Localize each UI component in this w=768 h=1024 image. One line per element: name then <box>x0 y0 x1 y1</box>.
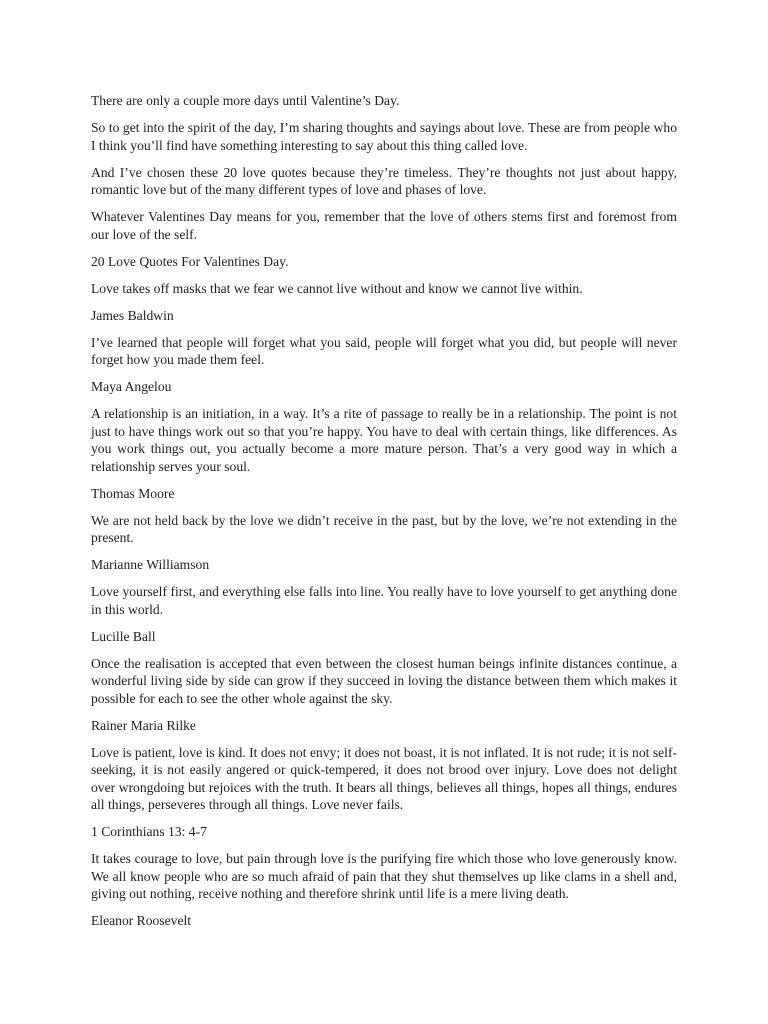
quote-text: It takes courage to love, but pain through love is the purifying fire which those who love generously know. We all know people who are so much afraid of pain that they shut themselves up like clams in a shell and, giving out nothing, receive nothing and therefore shrink until life is a mere living death. <box>91 851 677 901</box>
quote-text: A relationship is an initiation, in a way. It’s a rite of passage to really be in a relationship. The point is not just to have things work out so that you’re happy. You have to deal with certain things, like differences. As you work things out, you actually become a more mature person. That’s a very good way in which a relationship serves your soul. <box>91 406 677 474</box>
quote-author: Eleanor Roosevelt <box>91 913 192 928</box>
intro-paragraph: There are only a couple more days until Valentine’s Day. <box>91 93 400 108</box>
quote-text: Once the realisation is accepted that even between the closest human beings infinite distances continue, a wonderful living side by side can grow if they succeed in loving the distance between them which makes it possible for each to see the other whole against the sky. <box>91 655 677 706</box>
quote-text: We are not held back by the love we didn’t receive in the past, but by the love, we’re not extending in the present. <box>91 512 677 545</box>
section-heading: 20 Love Quotes For Valentines Day. <box>91 253 289 269</box>
quote-text: Love yourself first, and everything else falls into line. You really have to love yourself to get anything done in this world. <box>91 584 677 617</box>
quote-text: Love takes off masks that we fear we cannot live without and know we cannot live within. <box>91 280 583 296</box>
quote-text: I’ve learned that people will forget what you said, people will forget what you did, but people will never forget how you made them feel. <box>91 334 677 367</box>
quote-author: Rainer Maria Rilke <box>91 717 196 733</box>
quote-text: Love is patient, love is kind. It does not envy; it does not boast, it is not inflated. It is not rude; it is not self-seeking, it is not easily angered or quick-tempered, it does not brood over injury. Love does not delight over wrongdoing but rejoices with the truth. It bears all things, believes all things, hopes all things, endures all things, perseveres through all things. Love never fails. <box>91 744 677 812</box>
intro-paragraph: So to get into the spirit of the day, I’m sharing thoughts and sayings about love. These are from people who I think you’ll find have something interesting to say about this thing called love. <box>91 120 677 153</box>
quote-author: Maya Angelou <box>91 379 172 394</box>
quote-author: Thomas Moore <box>91 485 175 501</box>
quote-author: Marianne Williamson <box>91 557 210 572</box>
quote-author: 1 Corinthians 13: 4-7 <box>91 824 207 839</box>
quote-author: James Baldwin <box>91 307 174 323</box>
quote-author: Lucille Ball <box>91 628 156 644</box>
intro-paragraph: Whatever Valentines Day means for you, remember that the love of others stems first and foremost from our love of the self. <box>91 209 677 242</box>
document-page <box>91 92 677 939</box>
intro-paragraph: And I’ve chosen these 20 love quotes because they’re timeless. They’re thoughts not just about happy, romantic love but of the many different types of love and phases of love. <box>91 164 677 197</box>
